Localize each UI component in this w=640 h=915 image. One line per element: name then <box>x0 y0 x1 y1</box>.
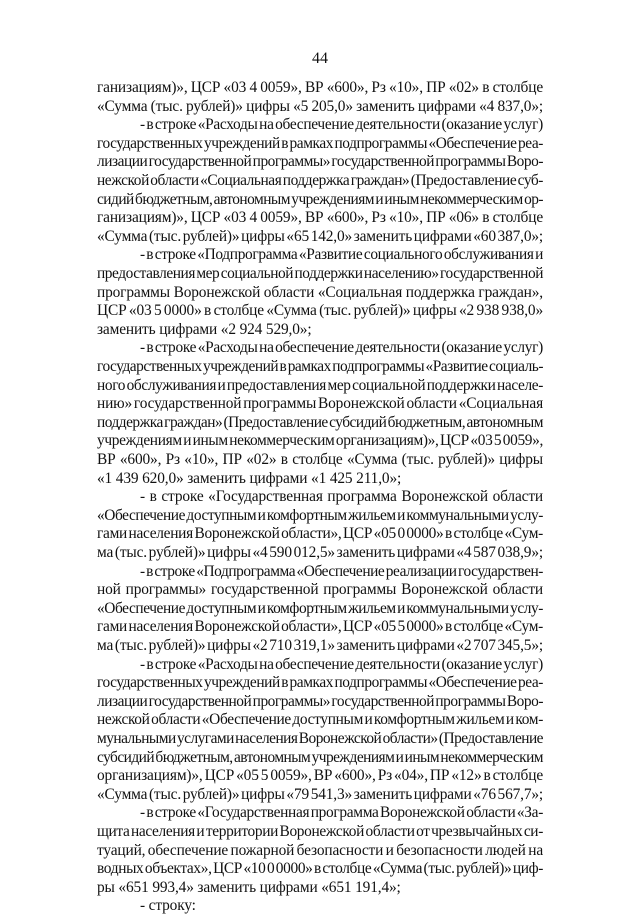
text-line: ВР «600», Рз «10», ПР «02» в столбце «Сумма (тыс. рублей)» цифры <box>97 451 543 468</box>
text-line: ЦСР «03 5 0000» в столбце «Сумма (тыс. рублей)» цифры «2 938 938,0» <box>97 302 543 320</box>
text-line: «Сумма (тыс. рублей)» цифры «65 142,0» заменить цифрами «60 387,0»; <box>97 227 543 245</box>
text-line: предоставления мер социальной поддержки населению» государственной <box>97 265 543 282</box>
text-line: - в строке «Подпрограмма «Развитие социального обслуживания и <box>140 246 543 264</box>
text-line: - в строке «Расходы на обеспечение деятельности (оказание услуг) <box>140 655 543 673</box>
page-number: 44 <box>312 50 328 67</box>
text-line: «1 439 620,0» заменить цифрами «1 425 211,0»; <box>97 469 402 487</box>
text-line: - в строке «Подпрограмма «Обеспечение реализации государствен- <box>140 562 543 580</box>
text-line: водных объектах», ЦСР «10 0 0000» в столбце «Сумма (тыс. рублей)» циф- <box>97 860 543 878</box>
text-line: учреждениям и иным некоммерческим организациям)», ЦСР «03 5 0059», <box>97 432 543 450</box>
text-line: лизации государственной программы» государственной программы Воро- <box>97 692 543 710</box>
text-line: организациям)», ЦСР «05 5 0059», ВР «600», Рз «04», ПР «12» в столбце <box>97 767 543 785</box>
text-line: туаций, обеспечение пожарной безопасности и безопасности людей на <box>97 841 543 859</box>
text-line: «Сумма (тыс. рублей)» цифры «5 205,0» заменить цифрами «4 837,0»; <box>97 97 543 115</box>
text-line: ма (тыс. рублей)» цифры «2 710 319,1» заменить цифрами «2 707 345,5»; <box>97 637 543 654</box>
text-line: щита населения и территории Воронежской области от чрезвычайных си- <box>97 823 543 840</box>
text-line: ры «651 993,4» заменить цифрами «651 191,4»; <box>97 878 401 896</box>
text-line: сидий бюджетным, автономным учреждениям и иным некоммерческим ор- <box>97 190 543 208</box>
text-line: программы Воронежской области «Социальная поддержка граждан», <box>97 283 543 301</box>
text-line: государственных учреждений в рамках подпрограммы «Развитие социаль- <box>97 358 543 375</box>
text-line: «Обеспечение доступным и комфортным жильем и коммунальными услу- <box>97 599 543 617</box>
text-line: - в строке «Расходы на обеспечение деятельности (оказание услуг) <box>140 339 543 357</box>
text-line: поддержка граждан» (Предоставление субсидий бюджетным, автономным <box>97 413 543 431</box>
text-line: государственных учреждений в рамках подпрограммы «Обеспечение реа- <box>97 674 543 692</box>
text-line: нию» государственной программы Воронежской области «Социальная <box>97 395 543 413</box>
text-line: гами населения Воронежской области», ЦСР «05 0 0000» в столбце «Сум- <box>97 525 543 543</box>
text-line: - строку: <box>140 897 196 915</box>
text-line: ма (тыс. рублей)» цифры «4 590 012,5» заменить цифрами «4 587 038,9»; <box>97 544 543 561</box>
text-line: субсидий бюджетным, автономным учреждениям и иным некоммерческим <box>97 748 543 766</box>
text-line: государственных учреждений в рамках подпрограммы «Обеспечение реа- <box>97 134 543 152</box>
text-line: ганизациям)», ЦСР «03 4 0059», ВР «600», Рз «10», ПР «02» в столбце <box>97 79 543 96</box>
text-line: заменить цифрами «2 924 529,0»; <box>97 320 312 338</box>
text-line: нежской области «Социальная поддержка граждан» (Предоставление суб- <box>97 172 543 189</box>
text-line: - в строке «Расходы на обеспечение деятельности (оказание услуг) <box>140 116 543 134</box>
text-line: ного обслуживания и предоставления мер социальной поддержки населе- <box>97 376 543 394</box>
text-line: мунальными услугами населения Воронежской области» (Предоставление <box>97 730 543 747</box>
text-line: нежской области «Обеспечение доступным и комфортным жильем и ком- <box>97 711 543 729</box>
text-line: «Обеспечение доступным и комфортным жильем и коммунальными услу- <box>97 506 543 524</box>
text-line: гами населения Воронежской области», ЦСР «05 5 0000» в столбце «Сум- <box>97 618 543 636</box>
text-line: ной программы» государственной программы Воронежской области <box>97 581 543 599</box>
text-line: - в строке «Государственная программа Воронежской области <box>140 488 543 506</box>
text-line: ганизациям)», ЦСР «03 4 0059», ВР «600», Рз «10», ПР «06» в столбце <box>97 209 543 227</box>
text-line: лизации государственной программы» государственной программы Воро- <box>97 153 543 171</box>
text-line: - в строке «Государственная программа Воронежской области «За- <box>140 804 543 822</box>
text-line: «Сумма (тыс. рублей)» цифры «79 541,3» заменить цифрами «76 567,7»; <box>97 785 543 803</box>
